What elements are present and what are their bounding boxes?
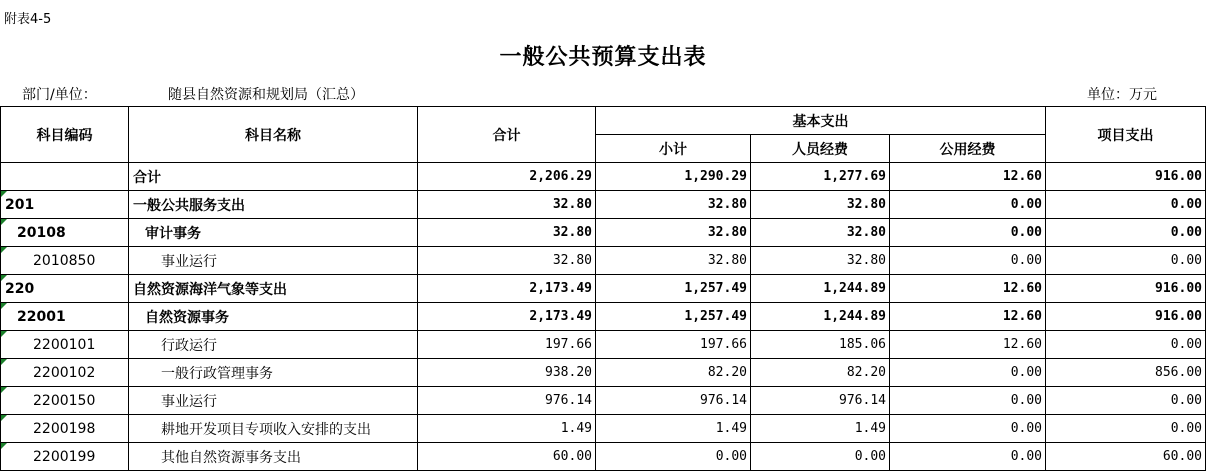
cell-personnel: 32.80 <box>751 219 890 247</box>
cell-total: 2,206.29 <box>418 163 596 191</box>
header-name: 科目名称 <box>129 107 418 163</box>
table-row <box>1 219 1206 247</box>
header-public: 公用经费 <box>890 135 1046 163</box>
cell-name: 自然资源事务 <box>129 303 418 331</box>
cell-personnel: 1.49 <box>751 415 890 443</box>
header-row-1 <box>1 107 1206 135</box>
cell-total: 976.14 <box>418 387 596 415</box>
cell-total: 938.20 <box>418 359 596 387</box>
table-row <box>1 247 1206 275</box>
cell-personnel: 0.00 <box>751 443 890 471</box>
cell-code: 2200198 <box>1 415 129 443</box>
cell-code <box>1 163 129 191</box>
table-body <box>1 163 1206 471</box>
cell-subtotal: 976.14 <box>596 387 751 415</box>
cell-public: 0.00 <box>890 191 1046 219</box>
cell-personnel: 32.80 <box>751 191 890 219</box>
cell-marker-icon <box>1 247 7 253</box>
cell-code: 220 <box>1 275 129 303</box>
cell-project: 856.00 <box>1046 359 1206 387</box>
attachment-label: 附表4-5 <box>4 12 52 27</box>
cell-subtotal: 1,257.49 <box>596 275 751 303</box>
cell-marker-icon <box>1 415 7 421</box>
header-code: 科目编码 <box>1 107 129 163</box>
cell-name: 合计 <box>129 163 418 191</box>
cell-total: 60.00 <box>418 443 596 471</box>
cell-total: 32.80 <box>418 191 596 219</box>
cell-code: 2200101 <box>1 331 129 359</box>
cell-personnel: 82.20 <box>751 359 890 387</box>
cell-total: 2,173.49 <box>418 275 596 303</box>
cell-public: 12.60 <box>890 303 1046 331</box>
cell-total: 32.80 <box>418 247 596 275</box>
cell-marker-icon <box>1 331 7 337</box>
cell-name: 审计事务 <box>129 219 418 247</box>
cell-project: 0.00 <box>1046 191 1206 219</box>
cell-name: 其他自然资源事务支出 <box>129 443 418 471</box>
table-row <box>1 303 1206 331</box>
cell-public: 0.00 <box>890 443 1046 471</box>
cell-marker-icon <box>1 387 7 393</box>
cell-public: 12.60 <box>890 163 1046 191</box>
cell-subtotal: 1,290.29 <box>596 163 751 191</box>
table-row <box>1 275 1206 303</box>
cell-code: 2010850 <box>1 247 129 275</box>
department-value: 随县自然资源和规划局（汇总） <box>168 87 364 103</box>
cell-project: 0.00 <box>1046 331 1206 359</box>
cell-code: 2200199 <box>1 443 129 471</box>
cell-subtotal: 1.49 <box>596 415 751 443</box>
cell-name: 事业运行 <box>129 387 418 415</box>
header-personnel: 人员经费 <box>751 135 890 163</box>
header-project: 项目支出 <box>1046 107 1206 163</box>
cell-public: 12.60 <box>890 331 1046 359</box>
cell-name: 一般公共服务支出 <box>129 191 418 219</box>
cell-marker-icon <box>1 191 7 197</box>
cell-marker-icon <box>1 359 7 365</box>
cell-total: 197.66 <box>418 331 596 359</box>
cell-code: 2200102 <box>1 359 129 387</box>
cell-subtotal: 1,257.49 <box>596 303 751 331</box>
cell-project: 0.00 <box>1046 387 1206 415</box>
cell-subtotal: 197.66 <box>596 331 751 359</box>
cell-public: 0.00 <box>890 247 1046 275</box>
cell-subtotal: 32.80 <box>596 219 751 247</box>
cell-name: 耕地开发项目专项收入安排的支出 <box>129 415 418 443</box>
table-row <box>1 387 1206 415</box>
cell-project: 916.00 <box>1046 303 1206 331</box>
cell-name: 行政运行 <box>129 331 418 359</box>
cell-subtotal: 32.80 <box>596 191 751 219</box>
cell-project: 916.00 <box>1046 275 1206 303</box>
cell-subtotal: 82.20 <box>596 359 751 387</box>
cell-marker-icon <box>1 443 7 449</box>
table-row <box>1 415 1206 443</box>
cell-total: 32.80 <box>418 219 596 247</box>
header-subtotal: 小计 <box>596 135 751 163</box>
cell-code: 22001 <box>1 303 129 331</box>
cell-personnel: 976.14 <box>751 387 890 415</box>
cell-public: 0.00 <box>890 387 1046 415</box>
cell-public: 12.60 <box>890 275 1046 303</box>
cell-subtotal: 32.80 <box>596 247 751 275</box>
cell-marker-icon <box>1 303 7 309</box>
cell-project: 0.00 <box>1046 415 1206 443</box>
cell-name: 一般行政管理事务 <box>129 359 418 387</box>
table-row <box>1 359 1206 387</box>
department-label: 部门/单位： <box>22 87 97 103</box>
cell-personnel: 185.06 <box>751 331 890 359</box>
cell-name: 事业运行 <box>129 247 418 275</box>
cell-name: 自然资源海洋气象等支出 <box>129 275 418 303</box>
table-row <box>1 163 1206 191</box>
cell-public: 0.00 <box>890 359 1046 387</box>
unit-label: 单位：万元 <box>1087 87 1157 103</box>
header-total: 合计 <box>418 107 596 163</box>
cell-total: 1.49 <box>418 415 596 443</box>
cell-project: 0.00 <box>1046 219 1206 247</box>
cell-personnel: 1,244.89 <box>751 275 890 303</box>
budget-table <box>0 106 1206 471</box>
cell-project: 60.00 <box>1046 443 1206 471</box>
table-row <box>1 191 1206 219</box>
table-row <box>1 331 1206 359</box>
page-title: 一般公共预算支出表 <box>499 45 707 70</box>
cell-personnel: 32.80 <box>751 247 890 275</box>
cell-project: 0.00 <box>1046 247 1206 275</box>
cell-personnel: 1,244.89 <box>751 303 890 331</box>
cell-code: 2200150 <box>1 387 129 415</box>
cell-code: 201 <box>1 191 129 219</box>
cell-subtotal: 0.00 <box>596 443 751 471</box>
cell-code: 20108 <box>1 219 129 247</box>
cell-total: 2,173.49 <box>418 303 596 331</box>
cell-personnel: 1,277.69 <box>751 163 890 191</box>
cell-marker-icon <box>1 219 7 225</box>
cell-public: 0.00 <box>890 219 1046 247</box>
cell-project: 916.00 <box>1046 163 1206 191</box>
cell-public: 0.00 <box>890 415 1046 443</box>
cell-marker-icon <box>1 275 7 281</box>
table-row <box>1 443 1206 471</box>
header-basic: 基本支出 <box>596 107 1046 135</box>
